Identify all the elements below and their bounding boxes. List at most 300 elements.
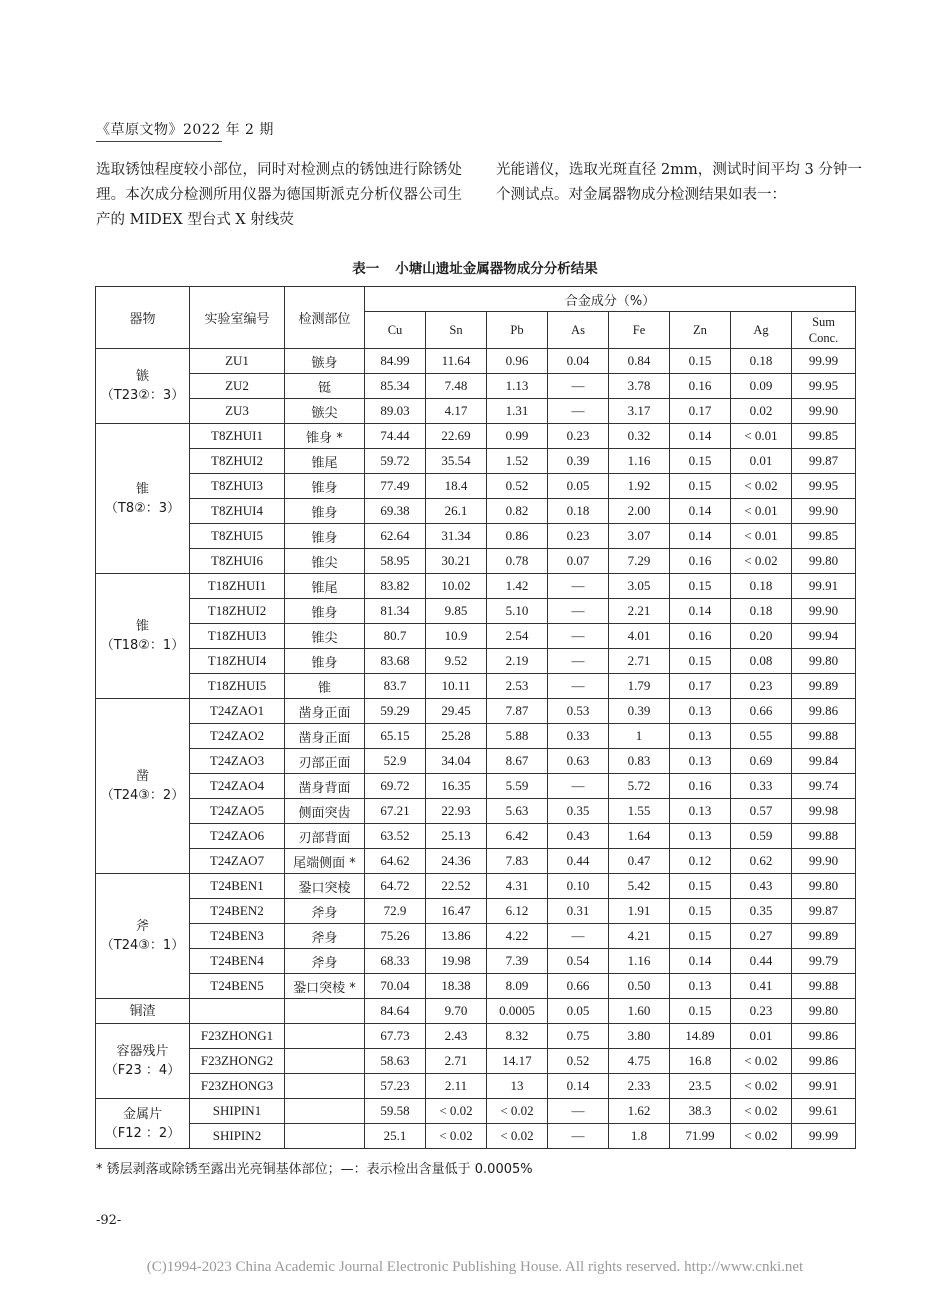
value-cell: 0.39	[609, 699, 670, 724]
value-cell: 0.05	[548, 999, 609, 1024]
value-cell: 7.39	[487, 949, 548, 974]
value-cell: —	[548, 374, 609, 399]
object-cell	[96, 1099, 190, 1149]
value-cell: 0.53	[548, 699, 609, 724]
table-row	[96, 499, 856, 524]
value-cell: 19.98	[426, 949, 487, 974]
value-cell: 0.13	[670, 749, 731, 774]
value-cell: 0.18	[731, 349, 792, 374]
part-cell: 锥尖	[285, 549, 365, 574]
value-cell: 77.49	[365, 474, 426, 499]
header-element: Fe	[609, 312, 670, 349]
table-row	[96, 1099, 856, 1124]
value-cell: 10.02	[426, 574, 487, 599]
value-cell: 0.14	[670, 599, 731, 624]
copyright-watermark: (C)1994-2023 China Academic Journal Electronic Publishing House. All rights reserved. http://www.cnki.net	[146, 1259, 804, 1275]
value-cell: 99.80	[792, 999, 856, 1024]
value-cell: 99.74	[792, 774, 856, 799]
value-cell: < 0.02	[731, 1124, 792, 1149]
value-cell: < 0.02	[731, 1074, 792, 1099]
value-cell: 9.70	[426, 999, 487, 1024]
value-cell: —	[548, 1124, 609, 1149]
value-cell: 29.45	[426, 699, 487, 724]
lab-no-cell: T18ZHUI3	[190, 624, 285, 649]
value-cell: 5.88	[487, 724, 548, 749]
lab-no-cell: T24BEN2	[190, 899, 285, 924]
value-cell: < 0.02	[487, 1124, 548, 1149]
composition-table	[95, 286, 856, 1149]
value-cell: 5.63	[487, 799, 548, 824]
value-cell: < 0.02	[426, 1099, 487, 1124]
value-cell: 8.09	[487, 974, 548, 999]
value-cell: 5.42	[609, 874, 670, 899]
value-cell: 0.15	[670, 924, 731, 949]
value-cell: 16.8	[670, 1049, 731, 1074]
value-cell: —	[548, 599, 609, 624]
value-cell: 1.8	[609, 1124, 670, 1149]
part-cell	[285, 1124, 365, 1149]
value-cell: 5.10	[487, 599, 548, 624]
value-cell: 7.48	[426, 374, 487, 399]
value-cell: 99.95	[792, 474, 856, 499]
value-cell: 2.33	[609, 1074, 670, 1099]
value-cell: 0.14	[548, 1074, 609, 1099]
part-cell: 銎口突棱	[285, 874, 365, 899]
value-cell: 99.91	[792, 574, 856, 599]
value-cell: 0.15	[670, 649, 731, 674]
value-cell: 69.38	[365, 499, 426, 524]
header-alloy: 合金成分（%）	[365, 287, 856, 312]
value-cell: 99.86	[792, 699, 856, 724]
value-cell: 10.11	[426, 674, 487, 699]
value-cell: 0.23	[731, 999, 792, 1024]
value-cell: 3.78	[609, 374, 670, 399]
journal-header: 《草原文物》2022 年 2 期	[96, 122, 274, 138]
value-cell: 0.13	[670, 974, 731, 999]
object-context: （T24③：2）	[100, 788, 185, 803]
value-cell: 35.54	[426, 449, 487, 474]
table-row	[96, 399, 856, 424]
lab-no-cell: T18ZHUI5	[190, 674, 285, 699]
part-cell: 锥尾	[285, 449, 365, 474]
object-name: 锥	[135, 481, 149, 497]
value-cell: 0.09	[731, 374, 792, 399]
lab-no-cell: ZU3	[190, 399, 285, 424]
lab-no-cell: T24BEN1	[190, 874, 285, 899]
value-cell: 72.9	[365, 899, 426, 924]
page-number: -92-	[96, 1213, 122, 1228]
table-row	[96, 774, 856, 799]
value-cell: 0.13	[670, 824, 731, 849]
lab-no-cell: T8ZHUI4	[190, 499, 285, 524]
lab-no-cell: T8ZHUI1	[190, 424, 285, 449]
object-context: （T18②：1）	[100, 638, 185, 653]
value-cell: 0.32	[609, 424, 670, 449]
value-cell: 69.72	[365, 774, 426, 799]
value-cell: 80.7	[365, 624, 426, 649]
value-cell: 0.07	[548, 549, 609, 574]
value-cell: 0.16	[670, 624, 731, 649]
table-row	[96, 749, 856, 774]
object-cell	[96, 699, 190, 874]
lab-no-cell: T8ZHUI5	[190, 524, 285, 549]
value-cell: 84.99	[365, 349, 426, 374]
part-cell: 凿身正面	[285, 699, 365, 724]
value-cell: 1.31	[487, 399, 548, 424]
lab-no-cell: F23ZHONG3	[190, 1074, 285, 1099]
value-cell: 0.23	[548, 524, 609, 549]
value-cell: 0.47	[609, 849, 670, 874]
part-cell: 斧身	[285, 899, 365, 924]
value-cell: 0.15	[670, 449, 731, 474]
value-cell: 0.15	[670, 474, 731, 499]
part-cell: 侧面突齿	[285, 799, 365, 824]
value-cell: 59.29	[365, 699, 426, 724]
value-cell: 99.88	[792, 724, 856, 749]
value-cell: 0.75	[548, 1024, 609, 1049]
value-cell: 70.04	[365, 974, 426, 999]
value-cell: 14.17	[487, 1049, 548, 1074]
value-cell: 0.14	[670, 499, 731, 524]
value-cell: 0.01	[731, 1024, 792, 1049]
value-cell: 64.72	[365, 874, 426, 899]
value-cell: 34.04	[426, 749, 487, 774]
lab-no-cell: T24ZAO4	[190, 774, 285, 799]
value-cell: 2.19	[487, 649, 548, 674]
value-cell: 67.21	[365, 799, 426, 824]
table-row	[96, 1049, 856, 1074]
value-cell: 1.79	[609, 674, 670, 699]
part-cell: 斧身	[285, 949, 365, 974]
object-cell	[96, 424, 190, 574]
part-cell: 锥身 *	[285, 424, 365, 449]
value-cell: 0.69	[731, 749, 792, 774]
part-cell	[285, 999, 365, 1024]
part-cell: 锥身	[285, 499, 365, 524]
value-cell: 22.52	[426, 874, 487, 899]
table-row	[96, 449, 856, 474]
value-cell: 99.94	[792, 624, 856, 649]
value-cell: 6.42	[487, 824, 548, 849]
value-cell: 0.96	[487, 349, 548, 374]
value-cell: 52.9	[365, 749, 426, 774]
value-cell: 2.54	[487, 624, 548, 649]
lab-no-cell: ZU2	[190, 374, 285, 399]
table-row	[96, 1024, 856, 1049]
header-element: Cu	[365, 312, 426, 349]
value-cell: 18.4	[426, 474, 487, 499]
value-cell: —	[548, 574, 609, 599]
value-cell: 0.04	[548, 349, 609, 374]
value-cell: 25.13	[426, 824, 487, 849]
lab-no-cell: F23ZHONG1	[190, 1024, 285, 1049]
lab-no-cell: T24ZAO3	[190, 749, 285, 774]
object-cell	[96, 1024, 190, 1099]
value-cell: 99.88	[792, 824, 856, 849]
value-cell: 0.17	[670, 674, 731, 699]
value-cell: 2.11	[426, 1074, 487, 1099]
table-row	[96, 949, 856, 974]
value-cell: < 0.02	[487, 1099, 548, 1124]
paragraph-right: 光能谱仪，选取光斑直径 2mm，测试时间平均 3 分钟一个测试点。对金属器物成分检测结果如表一：	[496, 162, 862, 203]
lab-no-cell: SHIPIN1	[190, 1099, 285, 1124]
value-cell: 22.69	[426, 424, 487, 449]
value-cell: 75.26	[365, 924, 426, 949]
value-cell: 59.58	[365, 1099, 426, 1124]
value-cell: 0.15	[670, 874, 731, 899]
value-cell: 0.16	[670, 374, 731, 399]
lab-no-cell: T24ZAO6	[190, 824, 285, 849]
value-cell: 57.23	[365, 1074, 426, 1099]
header-element: Sn	[426, 312, 487, 349]
lab-no-cell: T18ZHUI4	[190, 649, 285, 674]
value-cell: 0.02	[731, 399, 792, 424]
value-cell: 24.36	[426, 849, 487, 874]
paragraph-left: 选取锈蚀程度较小部位，同时对检测点的锈蚀进行除锈处理。本次成分检测所用仪器为德国斯派克分析仪器公司生产的 MIDEX 型台式 X 射线荧	[96, 162, 462, 228]
part-cell: 銎口突棱 *	[285, 974, 365, 999]
header-element: Zn	[670, 312, 731, 349]
value-cell: 1.64	[609, 824, 670, 849]
value-cell: 83.68	[365, 649, 426, 674]
header-element: Ag	[731, 312, 792, 349]
table-row	[96, 524, 856, 549]
table-row	[96, 849, 856, 874]
object-name: 锥	[135, 619, 149, 634]
value-cell: 0.17	[670, 399, 731, 424]
part-cell: 刃部正面	[285, 749, 365, 774]
value-cell: 2.00	[609, 499, 670, 524]
table-caption	[0, 257, 950, 277]
part-cell	[285, 1049, 365, 1074]
value-cell: < 0.02	[426, 1124, 487, 1149]
value-cell: 7.29	[609, 549, 670, 574]
value-cell: 31.34	[426, 524, 487, 549]
table-row	[96, 799, 856, 824]
value-cell: 3.05	[609, 574, 670, 599]
value-cell: 0.57	[731, 799, 792, 824]
value-cell: 99.91	[792, 1074, 856, 1099]
part-cell: 镞身	[285, 349, 365, 374]
value-cell: 3.80	[609, 1024, 670, 1049]
value-cell: 99.98	[792, 799, 856, 824]
header-part: 检测部位	[285, 287, 365, 349]
lab-no-cell: T8ZHUI2	[190, 449, 285, 474]
value-cell: 25.28	[426, 724, 487, 749]
value-cell: 8.67	[487, 749, 548, 774]
value-cell: 99.89	[792, 674, 856, 699]
value-cell: 0.14	[670, 424, 731, 449]
part-cell: 镞尖	[285, 399, 365, 424]
lab-no-cell: T24ZAO5	[190, 799, 285, 824]
table-row	[96, 899, 856, 924]
object-context: （T24③：1）	[100, 938, 185, 953]
value-cell: 0.43	[548, 824, 609, 849]
value-cell: 38.3	[670, 1099, 731, 1124]
table-row	[96, 424, 856, 449]
value-cell: 23.5	[670, 1074, 731, 1099]
value-cell: 2.21	[609, 599, 670, 624]
value-cell: 16.35	[426, 774, 487, 799]
value-cell: 0.35	[548, 799, 609, 824]
value-cell: 22.93	[426, 799, 487, 824]
value-cell: 2.71	[426, 1049, 487, 1074]
lab-no-cell: T24ZAO7	[190, 849, 285, 874]
value-cell: 99.99	[792, 349, 856, 374]
value-cell: 63.52	[365, 824, 426, 849]
table-row	[96, 374, 856, 399]
value-cell: 67.73	[365, 1024, 426, 1049]
value-cell: 64.62	[365, 849, 426, 874]
value-cell: 1.16	[609, 949, 670, 974]
value-cell: 18.38	[426, 974, 487, 999]
part-cell: 锥身	[285, 524, 365, 549]
value-cell: 0.20	[731, 624, 792, 649]
table-row	[96, 474, 856, 499]
value-cell: 1.52	[487, 449, 548, 474]
value-cell: 2.71	[609, 649, 670, 674]
value-cell: 0.18	[548, 499, 609, 524]
value-cell: 62.64	[365, 524, 426, 549]
value-cell: 99.87	[792, 899, 856, 924]
lab-no-cell: SHIPIN2	[190, 1124, 285, 1149]
value-cell: 99.90	[792, 399, 856, 424]
value-cell: 14.89	[670, 1024, 731, 1049]
value-cell: 0.44	[548, 849, 609, 874]
table-caption-number: 表一	[352, 261, 380, 277]
part-cell: 铤	[285, 374, 365, 399]
value-cell: 3.17	[609, 399, 670, 424]
value-cell: 99.80	[792, 549, 856, 574]
value-cell: 99.86	[792, 1024, 856, 1049]
value-cell: 99.90	[792, 499, 856, 524]
header-sum-line1: Sum	[812, 315, 836, 329]
value-cell: < 0.02	[731, 474, 792, 499]
value-cell: 2.53	[487, 674, 548, 699]
value-cell: 0.55	[731, 724, 792, 749]
value-cell: 16.47	[426, 899, 487, 924]
value-cell: 5.59	[487, 774, 548, 799]
value-cell: 4.22	[487, 924, 548, 949]
value-cell: 4.17	[426, 399, 487, 424]
object-context: （T8②：3）	[104, 500, 181, 516]
value-cell: 0.15	[670, 999, 731, 1024]
value-cell: 99.86	[792, 1049, 856, 1074]
lab-no-cell	[190, 999, 285, 1024]
value-cell: —	[548, 399, 609, 424]
value-cell: —	[548, 649, 609, 674]
value-cell: 99.87	[792, 449, 856, 474]
lab-no-cell: T18ZHUI2	[190, 599, 285, 624]
value-cell: 65.15	[365, 724, 426, 749]
value-cell: 0.39	[548, 449, 609, 474]
part-cell: 凿身正面	[285, 724, 365, 749]
value-cell: —	[548, 1099, 609, 1124]
value-cell: 0.18	[731, 599, 792, 624]
part-cell	[285, 1024, 365, 1049]
value-cell: 58.63	[365, 1049, 426, 1074]
table-row	[96, 1074, 856, 1099]
part-cell: 尾端侧面 *	[285, 849, 365, 874]
value-cell: 0.15	[670, 899, 731, 924]
value-cell: 10.9	[426, 624, 487, 649]
value-cell: < 0.01	[731, 524, 792, 549]
value-cell: 0.83	[609, 749, 670, 774]
part-cell	[285, 1099, 365, 1124]
value-cell: —	[548, 674, 609, 699]
value-cell: 1	[609, 724, 670, 749]
header-element: As	[548, 312, 609, 349]
value-cell: 99.88	[792, 974, 856, 999]
value-cell: 25.1	[365, 1124, 426, 1149]
value-cell: 89.03	[365, 399, 426, 424]
table-row	[96, 824, 856, 849]
value-cell: 99.79	[792, 949, 856, 974]
value-cell: 7.83	[487, 849, 548, 874]
object-cell	[96, 874, 190, 999]
header-sum	[792, 312, 856, 349]
part-cell: 锥	[285, 674, 365, 699]
value-cell: 0.35	[731, 899, 792, 924]
value-cell: 99.80	[792, 874, 856, 899]
header-element: Pb	[487, 312, 548, 349]
table-row	[96, 874, 856, 899]
value-cell: 13	[487, 1074, 548, 1099]
part-cell: 斧身	[285, 924, 365, 949]
value-cell: < 0.01	[731, 424, 792, 449]
value-cell: 0.86	[487, 524, 548, 549]
value-cell: 0.66	[731, 699, 792, 724]
value-cell: 0.27	[731, 924, 792, 949]
part-cell: 锥尾	[285, 574, 365, 599]
value-cell: 7.87	[487, 699, 548, 724]
value-cell: 0.41	[731, 974, 792, 999]
value-cell: 30.21	[426, 549, 487, 574]
value-cell: 0.33	[731, 774, 792, 799]
header-sum-line2: Conc.	[808, 331, 839, 345]
value-cell: 9.85	[426, 599, 487, 624]
object-name: 金属片	[122, 1106, 162, 1122]
value-cell: 58.95	[365, 549, 426, 574]
value-cell: 3.07	[609, 524, 670, 549]
value-cell: 81.34	[365, 599, 426, 624]
value-cell: 13.86	[426, 924, 487, 949]
value-cell: 99.84	[792, 749, 856, 774]
value-cell: 0.12	[670, 849, 731, 874]
value-cell: 0.66	[548, 974, 609, 999]
value-cell: 99.90	[792, 849, 856, 874]
value-cell: 0.50	[609, 974, 670, 999]
value-cell: 0.62	[731, 849, 792, 874]
header-object: 器物	[96, 287, 190, 349]
value-cell: 99.90	[792, 599, 856, 624]
part-cell: 锥身	[285, 599, 365, 624]
value-cell: 74.44	[365, 424, 426, 449]
value-cell: 1.42	[487, 574, 548, 599]
table-row	[96, 999, 856, 1024]
value-cell: 99.61	[792, 1099, 856, 1124]
value-cell: 0.13	[670, 724, 731, 749]
value-cell: 68.33	[365, 949, 426, 974]
value-cell: 0.0005	[487, 999, 548, 1024]
object-context: （F23 ：4）	[104, 1063, 181, 1078]
value-cell: 0.43	[731, 874, 792, 899]
value-cell: 26.1	[426, 499, 487, 524]
header-lab-no: 实验室编号	[190, 287, 285, 349]
value-cell: 0.31	[548, 899, 609, 924]
value-cell: 0.78	[487, 549, 548, 574]
table-row	[96, 574, 856, 599]
lab-no-cell: T18ZHUI1	[190, 574, 285, 599]
